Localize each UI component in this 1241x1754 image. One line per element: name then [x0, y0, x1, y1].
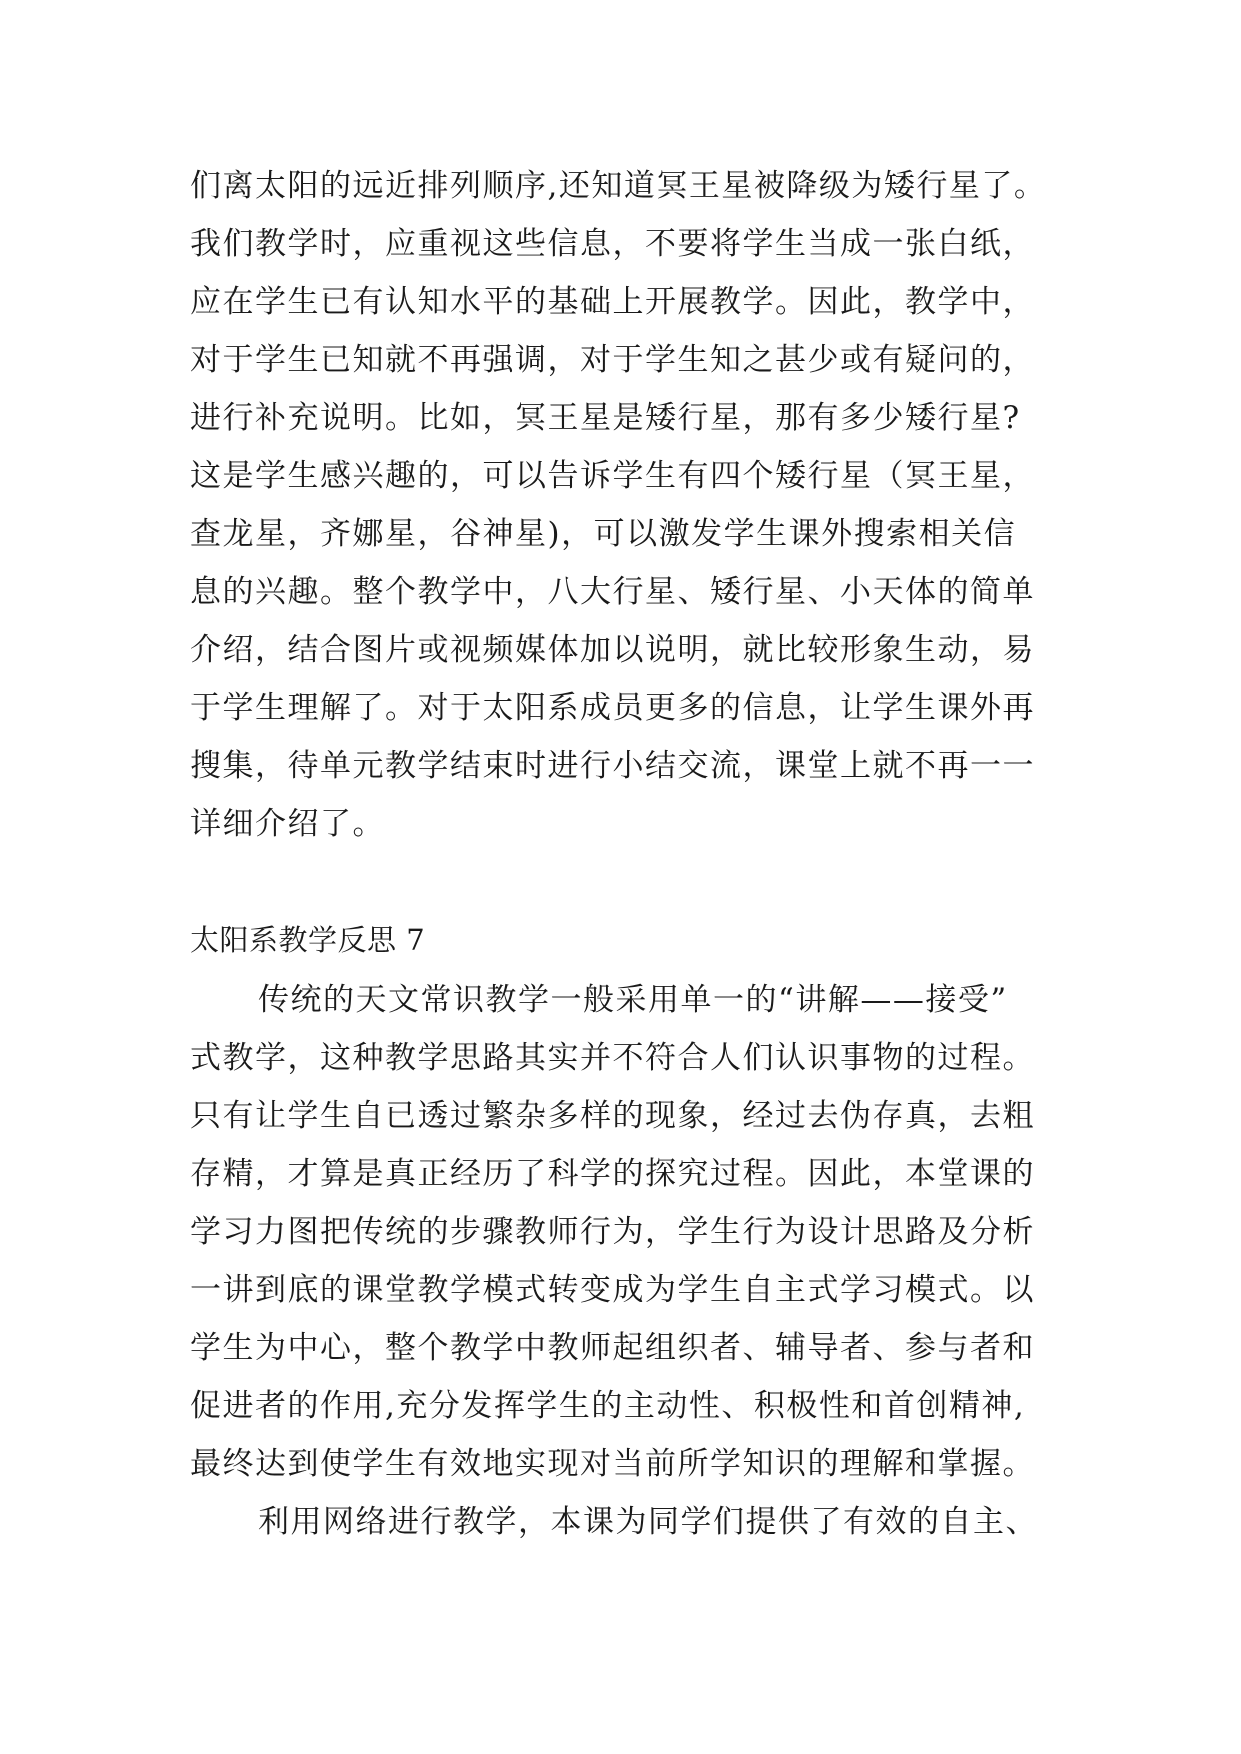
paragraph-b-line-6: 一讲到底的课堂教学模式转变成为学生自主式学习模式。以 — [190, 1272, 1035, 1308]
paragraph-b-line-9: 最终达到使学生有效地实现对当前所学知识的理解和掌握。 — [190, 1446, 1035, 1482]
paragraph-a-line-5: 进行补充说明。比如，冥王星是矮行星，那有多少矮行星? — [190, 400, 1021, 436]
paragraph-a-line-1: 们离太阳的远近排列顺序,还知道冥王星被降级为矮行星了。 — [190, 168, 1047, 204]
paragraph-a-line-10: 于学生理解了。对于太阳系成员更多的信息，让学生课外再 — [190, 690, 1035, 726]
paragraph-b-line-4: 存精，才算是真正经历了科学的探究过程。因此，本堂课的 — [190, 1156, 1035, 1192]
paragraph-b-line-2: 式教学，这种教学思路其实并不符合人们认识事物的过程。 — [190, 1040, 1035, 1076]
section-heading: 太阳系教学反思 7 — [190, 923, 426, 957]
paragraph-a-line-2: 我们教学时，应重视这些信息，不要将学生当成一张白纸， — [190, 226, 1035, 262]
paragraph-a-line-4: 对于学生已知就不再强调，对于学生知之甚少或有疑问的， — [190, 342, 1035, 378]
paragraph-a-line-3: 应在学生已有认知水平的基础上开展教学。因此，教学中， — [190, 284, 1035, 320]
paragraph-a-line-11: 搜集，待单元教学结束时进行小结交流，课堂上就不再一一 — [190, 748, 1035, 784]
paragraph-a-line-8: 息的兴趣。整个教学中，八大行星、矮行星、小天体的简单 — [190, 574, 1035, 610]
paragraph-b-line-7: 学生为中心，整个教学中教师起组织者、辅导者、参与者和 — [190, 1330, 1035, 1366]
paragraph-b-line-3: 只有让学生自已透过繁杂多样的现象，经过去伪存真，去粗 — [190, 1098, 1035, 1134]
paragraph-a-line-6: 这是学生感兴趣的，可以告诉学生有四个矮行星（冥王星， — [190, 458, 1035, 494]
paragraph-a-line-9: 介绍，结合图片或视频媒体加以说明，就比较形象生动，易 — [190, 632, 1035, 668]
paragraph-c-line-1: 利用网络进行教学，本课为同学们提供了有效的自主、 — [258, 1504, 1038, 1540]
paragraph-b-line-8: 促进者的作用,充分发挥学生的主动性、积极性和首创精神, — [190, 1388, 1026, 1424]
paragraph-a-line-7: 查龙星，齐娜星，谷神星)，可以激发学生课外搜索相关信 — [190, 516, 1017, 552]
paragraph-a-line-12: 详细介绍了。 — [190, 806, 385, 842]
paragraph-b-line-1: 传统的天文常识教学一般采用单一的“讲解——接受” — [258, 982, 1008, 1018]
paragraph-b-line-5: 学习力图把传统的步骤教师行为，学生行为设计思路及分析 — [190, 1214, 1035, 1250]
